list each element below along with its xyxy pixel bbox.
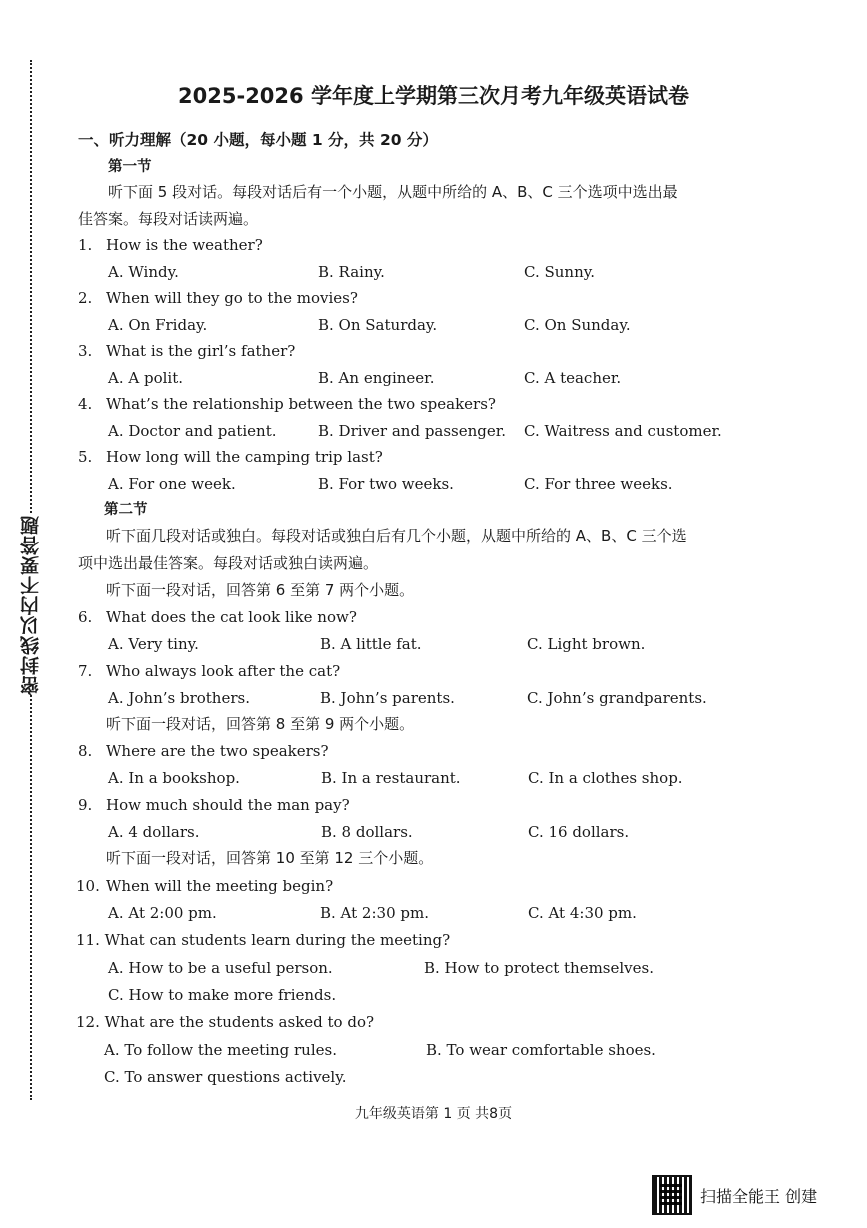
question-number: 5. xyxy=(78,448,93,466)
option-a: A. At 2:00 pm. xyxy=(108,904,217,922)
option-c: C. Waitress and customer. xyxy=(524,422,722,440)
dialogue-intro: 听下面一段对话，回答第 6 至第 7 两个小题。 xyxy=(106,581,415,599)
question-number: 9. xyxy=(78,796,93,814)
option-a: A. A polit. xyxy=(108,369,183,387)
question-number: 2. xyxy=(78,289,93,307)
question-text: How much should the man pay? xyxy=(106,796,350,814)
option-c: C. Sunny. xyxy=(524,263,595,281)
option-c: C. How to make more friends. xyxy=(108,986,337,1004)
part2-instructions: 听下面几段对话或独白。每段对话或独白后有几个小题，从题中所给的 A、B、C 三个选 xyxy=(106,527,687,545)
option-b: B. Rainy. xyxy=(318,263,385,281)
option-a: A. How to be a useful person. xyxy=(108,959,333,977)
section-heading-listening: 一、听力理解（20 小题，每小题 1 分，共 20 分） xyxy=(78,131,438,149)
question-number: 1. xyxy=(78,236,93,254)
part1-instructions-cont: 佳答案。每段对话读两遍。 xyxy=(78,210,259,228)
part2-instructions-cont: 项中选出最佳答案。每段对话或独白读两遍。 xyxy=(78,554,379,572)
option-b: B. An engineer. xyxy=(318,369,435,387)
question-text: Where are the two speakers? xyxy=(106,742,329,760)
option-c: C. John’s grandparents. xyxy=(527,689,707,707)
option-a: A. Doctor and patient. xyxy=(108,422,277,440)
question-number: 4. xyxy=(78,395,93,413)
question-number: 6. xyxy=(78,608,93,626)
question-text: Who always look after the cat? xyxy=(106,662,341,680)
question-text: What is the girl’s father? xyxy=(106,342,296,360)
question-text: 12. What are the students asked to do? xyxy=(76,1013,375,1031)
question-text: What does the cat look like now? xyxy=(106,608,357,626)
dialogue-intro: 听下面一段对话，回答第 8 至第 9 两个小题。 xyxy=(106,715,415,733)
option-c: C. In a clothes shop. xyxy=(528,769,683,787)
option-b: B. To wear comfortable shoes. xyxy=(426,1041,656,1059)
question-text: How long will the camping trip last? xyxy=(106,448,383,466)
option-a: A. Very tiny. xyxy=(108,635,199,653)
option-a: A. Windy. xyxy=(108,263,179,281)
option-b: B. 8 dollars. xyxy=(321,823,413,841)
qr-code-icon xyxy=(652,1175,692,1215)
question-number: 10. xyxy=(76,877,100,895)
option-a: A. In a bookshop. xyxy=(108,769,240,787)
seal-line-note: 密封线以内不要答题 xyxy=(20,515,42,695)
option-c: C. To answer questions actively. xyxy=(104,1068,347,1086)
part1-label: 第一节 xyxy=(108,159,152,175)
option-a: A. For one week. xyxy=(108,475,236,493)
part2-label: 第二节 xyxy=(104,502,148,518)
option-c: C. Light brown. xyxy=(527,635,646,653)
question-text: How is the weather? xyxy=(106,236,263,254)
option-b: B. In a restaurant. xyxy=(321,769,461,787)
option-a: A. On Friday. xyxy=(108,316,208,334)
question-number: 3. xyxy=(78,342,93,360)
scanner-watermark xyxy=(652,1175,817,1215)
question-text: When will the meeting begin? xyxy=(106,877,334,895)
option-c: C. At 4:30 pm. xyxy=(528,904,637,922)
option-c: C. A teacher. xyxy=(524,369,622,387)
option-b: B. Driver and passenger. xyxy=(318,422,507,440)
question-number: 7. xyxy=(78,662,93,680)
question-number: 8. xyxy=(78,742,93,760)
dialogue-intro: 听下面一段对话，回答第 10 至第 12 三个小题。 xyxy=(106,849,434,867)
option-b: B. How to protect themselves. xyxy=(424,959,654,977)
option-a: A. To follow the meeting rules. xyxy=(104,1041,337,1059)
option-b: B. For two weeks. xyxy=(318,475,454,493)
option-a: A. John’s brothers. xyxy=(108,689,250,707)
option-b: B. A little fat. xyxy=(320,635,422,653)
option-c: C. For three weeks. xyxy=(524,475,673,493)
page-footer: 九年级英语第 1 页 共8页 xyxy=(354,1106,513,1122)
exam-title: 2025-2026 学年度上学期第三次月考九年级英语试卷 xyxy=(178,84,689,108)
option-a: A. 4 dollars. xyxy=(108,823,200,841)
seal-line xyxy=(18,60,44,1100)
question-text: When will they go to the movies? xyxy=(106,289,358,307)
option-b: B. John’s parents. xyxy=(320,689,455,707)
option-b: B. At 2:30 pm. xyxy=(320,904,429,922)
question-text: 11. What can students learn during the meeting? xyxy=(76,931,451,949)
question-text: What’s the relationship between the two speakers? xyxy=(106,395,496,413)
option-b: B. On Saturday. xyxy=(318,316,438,334)
part1-instructions: 听下面 5 段对话。每段对话后有一个小题，从题中所给的 A、B、C 三个选项中选出最 xyxy=(108,183,678,201)
option-c: C. On Sunday. xyxy=(524,316,631,334)
scanner-label: 扫描全能王 创建 xyxy=(700,1186,818,1206)
option-c: C. 16 dollars. xyxy=(528,823,630,841)
